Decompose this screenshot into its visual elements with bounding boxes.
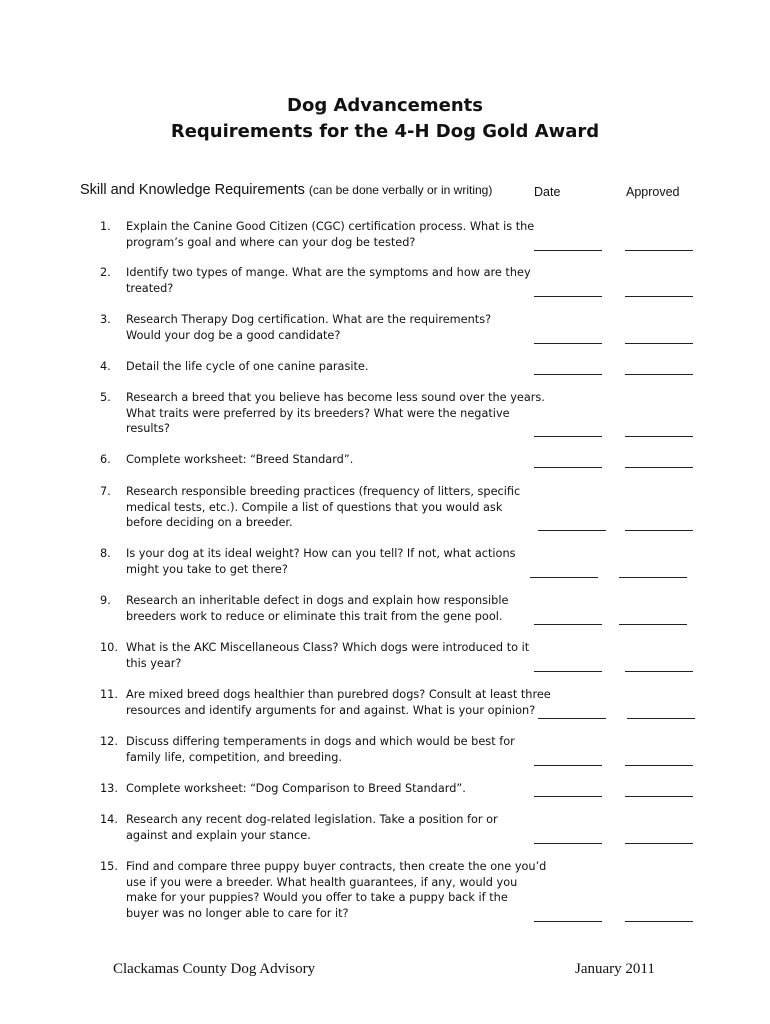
date-blank-line <box>534 843 602 844</box>
item-text: Research responsible breeding practices (frequency of litters, specific medical tests, etc.). Compile a list of questions that you would ask before deciding on a breeder. <box>126 485 521 530</box>
item-number: 13. <box>100 782 118 795</box>
item-number: 8. <box>100 547 111 560</box>
date-blank-line <box>534 296 602 297</box>
item-number: 10. <box>100 641 118 654</box>
item-text: Research Therapy Dog certification. What are the requirements? Would your dog be a good candidate? <box>126 313 492 342</box>
requirement-item <box>100 687 760 718</box>
date-blank-line <box>534 374 602 375</box>
date-blank-line <box>534 921 602 922</box>
item-number: 12. <box>100 735 118 748</box>
date-blank-line <box>534 624 602 625</box>
date-blank-line <box>534 796 602 797</box>
item-number: 4. <box>100 360 111 373</box>
approved-blank-line <box>625 250 693 251</box>
item-text: Complete worksheet: “Dog Comparison to Breed Standard”. <box>126 782 466 795</box>
item-number: 11. <box>100 688 118 701</box>
approved-blank-line <box>625 765 693 766</box>
date-blank-line <box>534 467 602 468</box>
approved-blank-line <box>625 921 693 922</box>
date-blank-line <box>534 765 602 766</box>
requirement-item <box>100 219 760 250</box>
footer-organization: Clackamas County Dog Advisory <box>113 961 316 977</box>
document-subtitle: Requirements for the 4-H Dog Gold Award <box>170 121 600 142</box>
date-blank-line <box>534 436 602 437</box>
requirement-item <box>100 546 760 577</box>
item-text: Research an inheritable defect in dogs and explain how responsible breeders work to reduce or eliminate this trait from the gene pool. <box>126 594 509 623</box>
approved-blank-line <box>625 467 693 468</box>
item-text: Complete worksheet: “Breed Standard”. <box>126 453 354 466</box>
requirement-item <box>100 734 760 765</box>
requirement-item <box>100 812 760 843</box>
approved-blank-line <box>625 343 693 344</box>
date-blank-line <box>530 577 598 578</box>
item-number: 6. <box>100 453 111 466</box>
item-text: Identify two types of mange. What are the symptoms and how are they treated? <box>126 266 531 295</box>
item-text: Find and compare three puppy buyer contracts, then create the one you’d use if you were a breeder. What health guarantees, if any, would you make for your puppies? Would you offer to take a puppy back if the buyer was no longer able to care for it? <box>126 860 547 920</box>
item-text: Detail the life cycle of one canine parasite. <box>126 360 369 373</box>
item-number: 7. <box>100 485 111 498</box>
item-text: Is your dog at its ideal weight? How can you tell? If not, what actions might you take to get there? <box>126 547 516 576</box>
approved-blank-line <box>625 796 693 797</box>
approved-blank-line <box>619 624 687 625</box>
section-note: (can be done verbally or in writing) <box>308 183 493 197</box>
section-heading-text: Skill and Knowledge Requirements <box>80 182 305 198</box>
section-heading <box>80 180 492 200</box>
item-number: 2. <box>100 266 111 279</box>
date-blank-line <box>538 718 606 719</box>
item-number: 1. <box>100 220 111 233</box>
date-blank-line <box>534 343 602 344</box>
approved-blank-line <box>625 843 693 844</box>
requirement-item <box>100 390 760 436</box>
item-text: What is the AKC Miscellaneous Class? Which dogs were introduced to it this year? <box>126 641 530 670</box>
requirement-item <box>100 859 760 921</box>
requirement-item <box>100 265 760 296</box>
item-text: Explain the Canine Good Citizen (CGC) certification process. What is the program’s goal and where can your dog be tested? <box>126 220 535 249</box>
item-number: 3. <box>100 313 111 326</box>
approved-blank-line <box>625 436 693 437</box>
approved-blank-line <box>625 374 693 375</box>
approved-blank-line <box>625 671 693 672</box>
approved-blank-line <box>625 296 693 297</box>
item-number: 5. <box>100 391 111 404</box>
date-blank-line <box>534 250 602 251</box>
item-text: Research a breed that you believe has become less sound over the years. What traits were preferred by its breeders? What were the negative results? <box>126 391 545 436</box>
item-number: 9. <box>100 594 111 607</box>
date-blank-line <box>534 671 602 672</box>
requirement-item <box>100 312 760 343</box>
document-title: Dog Advancements <box>287 95 483 116</box>
date-column-header: Date <box>534 185 561 199</box>
approved-blank-line <box>625 530 693 531</box>
item-number: 15. <box>100 860 118 873</box>
requirement-item <box>100 781 760 796</box>
item-text: Discuss differing temperaments in dogs and which would be best for family life, competition, and breeding. <box>126 735 515 764</box>
requirement-item <box>100 452 760 467</box>
item-text: Research any recent dog-related legislation. Take a position for or against and explain your stance. <box>126 813 498 842</box>
approved-blank-line <box>627 718 695 719</box>
footer-date: January 2011 <box>575 961 655 977</box>
requirement-item <box>100 640 760 671</box>
date-blank-line <box>538 530 606 531</box>
requirement-item <box>100 359 760 374</box>
approved-column-header: Approved <box>626 185 680 199</box>
approved-blank-line <box>619 577 687 578</box>
item-text: Are mixed breed dogs healthier than purebred dogs? Consult at least three resources and identify arguments for and against. What is your opinion? <box>126 688 551 717</box>
requirement-item <box>100 593 760 624</box>
requirement-item <box>100 484 760 530</box>
item-number: 14. <box>100 813 118 826</box>
